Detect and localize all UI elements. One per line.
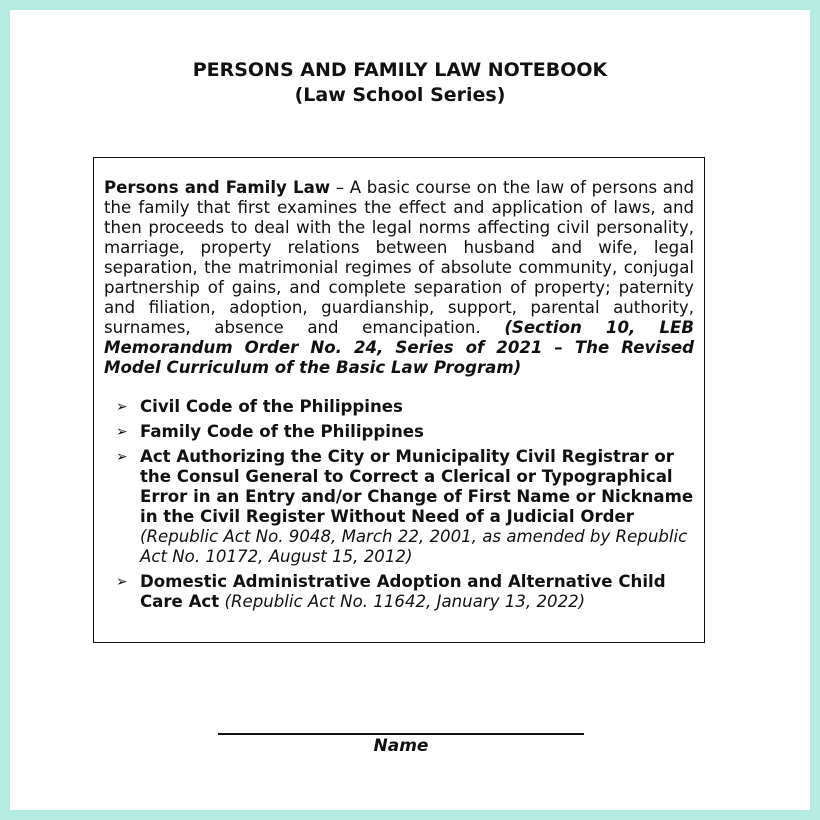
law-title: Domestic Administrative Adoption and Alternative Child Care Act [140, 572, 666, 611]
law-title: Family Code of the Philippines [140, 422, 424, 441]
course-description [104, 178, 694, 378]
law-reference: (Republic Act No. 9048, March 22, 2001, as amended by Republic Act No. 10172, August 15, 2012) [140, 527, 688, 566]
page-subtitle: (Law School Series) [294, 84, 506, 106]
course-description-text: – A basic course on the law of persons and the family that first examines the effect and application of laws, and then proceeds to deal with the legal norms affecting civil personality, marriage, property relations between husband and wife, legal separation, the matrimonial regimes of absolute community, conjugal partnership of gains, and complete separation of property; paternity and filiation, adoption, guardianship, support, parental authority, surnames, absence and emancipation. [104, 178, 695, 337]
law-reference: (Republic Act No. 11642, January 13, 2022) [224, 592, 586, 611]
name-signature-line [218, 733, 584, 735]
page-title: PERSONS AND FAMILY LAW NOTEBOOK [192, 59, 608, 81]
course-term: Persons and Family Law [104, 178, 331, 197]
course-description-box [93, 157, 705, 643]
arrow-bullet-icon: ➢ [116, 399, 128, 415]
arrow-bullet-icon: ➢ [116, 424, 128, 440]
law-list-item [104, 397, 694, 417]
law-list-item [104, 447, 694, 567]
arrow-bullet-icon: ➢ [116, 574, 128, 590]
name-label: Name [373, 736, 429, 756]
course-citation: (Section 10, LEB Memorandum Order No. 24, Series of 2021 – The Revised Model Curriculum of the Basic Law Program) [104, 318, 695, 377]
cover-heading [0, 58, 810, 108]
law-list-item [104, 422, 694, 442]
arrow-bullet-icon: ➢ [116, 449, 128, 465]
law-list [104, 397, 694, 612]
law-list-item [104, 572, 694, 612]
law-title: Civil Code of the Philippines [140, 397, 403, 416]
law-title: Act Authorizing the City or Municipality Civil Registrar or the Consul General to Correct a Clerical or Typographical Error in an Entry and/or Change of First Name or Nickname in the Civil Register Without Need of a Judicial Order [140, 447, 694, 526]
